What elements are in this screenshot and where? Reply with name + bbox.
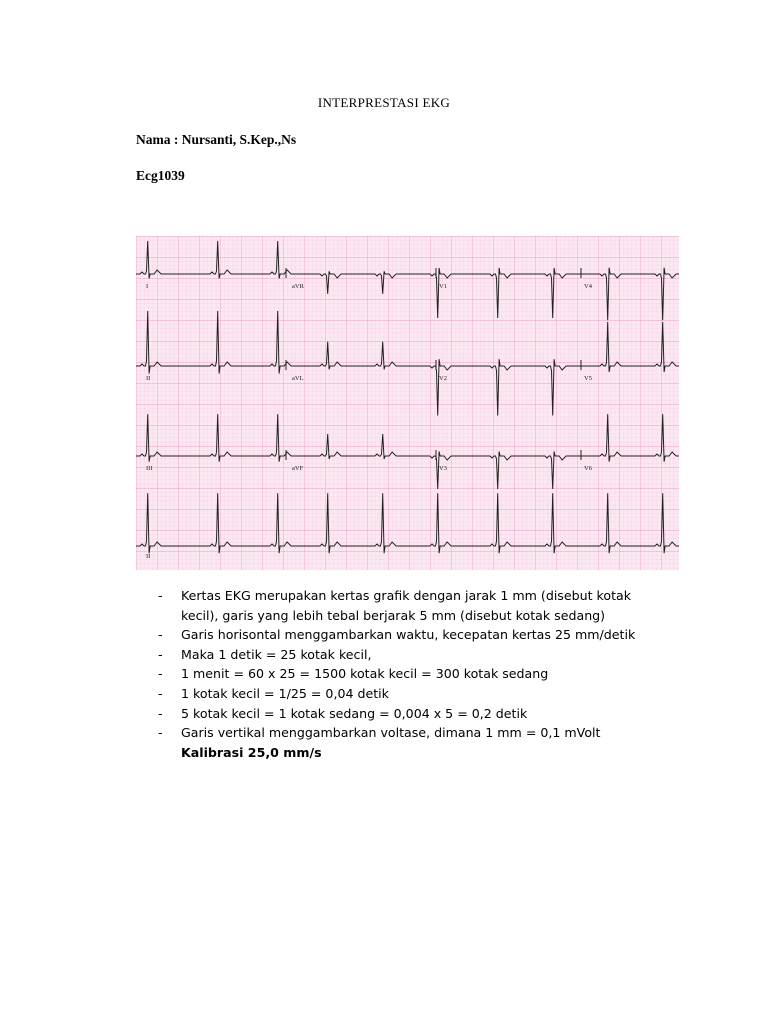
note-item bbox=[158, 704, 658, 724]
note-item bbox=[158, 625, 658, 645]
note-text: 1 menit = 60 x 25 = 1500 kotak kecil = 300 kotak sedang bbox=[181, 666, 549, 682]
lead-label: III bbox=[146, 465, 153, 472]
lead-label: V2 bbox=[439, 375, 447, 382]
note-text: Kertas EKG merupakan kertas grafik dengan jarak 1 mm (disebut kotak kecil), garis yang lebih tebal berjarak 5 mm (disebut kotak sedang) bbox=[181, 588, 632, 623]
lead-label: aVL bbox=[292, 375, 304, 382]
ecg-code: Ecg1039 bbox=[136, 168, 185, 183]
lead-label: V6 bbox=[584, 465, 592, 472]
author-name: Nama : Nursanti, S.Kep.,Ns bbox=[136, 132, 297, 147]
lead-label: aVF bbox=[292, 465, 304, 472]
bullet-dash: - bbox=[158, 627, 163, 643]
bullet-dash: - bbox=[158, 666, 163, 682]
lead-label: aVR bbox=[292, 283, 304, 290]
note-text: 1 kotak kecil = 1/25 = 0,04 detik bbox=[181, 685, 389, 701]
lead-label: II bbox=[146, 553, 151, 560]
lead-label: V4 bbox=[584, 283, 592, 290]
note-text: Garis horisontal menggambarkan waktu, kecepatan kertas 25 mm/detik bbox=[181, 627, 636, 643]
lead-label: V3 bbox=[439, 465, 447, 472]
note-text: 5 kotak kecil = 1 kotak sedang = 0,004 x 5 = 0,2 detik bbox=[181, 705, 528, 721]
ecg-strip-image bbox=[136, 236, 679, 570]
bullet-dash: - bbox=[158, 705, 163, 721]
note-text: Garis vertikal menggambarkan voltase, dimana 1 mm = 0,1 mVolt bbox=[181, 725, 601, 741]
note-item bbox=[158, 645, 658, 665]
note-item bbox=[158, 664, 658, 684]
bullet-dash: - bbox=[158, 685, 163, 701]
bullet-dash: - bbox=[158, 588, 163, 603]
lead-label: V5 bbox=[584, 375, 592, 382]
calibration-text: Kalibrasi 25,0 mm/s bbox=[181, 744, 322, 760]
note-item bbox=[158, 723, 658, 743]
bullet-dash: - bbox=[158, 646, 163, 662]
bullet-dash: - bbox=[158, 725, 163, 741]
note-item bbox=[158, 684, 658, 704]
notes-list bbox=[158, 586, 658, 743]
notes-section bbox=[158, 586, 658, 762]
document-title: INTERPRESTASI EKG bbox=[317, 95, 451, 110]
lead-label: I bbox=[146, 283, 149, 290]
lead-label: II bbox=[146, 375, 151, 382]
ecg-grid-paper bbox=[136, 236, 679, 570]
note-text: Maka 1 detik = 25 kotak kecil, bbox=[181, 646, 372, 662]
note-item bbox=[158, 586, 658, 625]
lead-label: V1 bbox=[439, 283, 447, 290]
